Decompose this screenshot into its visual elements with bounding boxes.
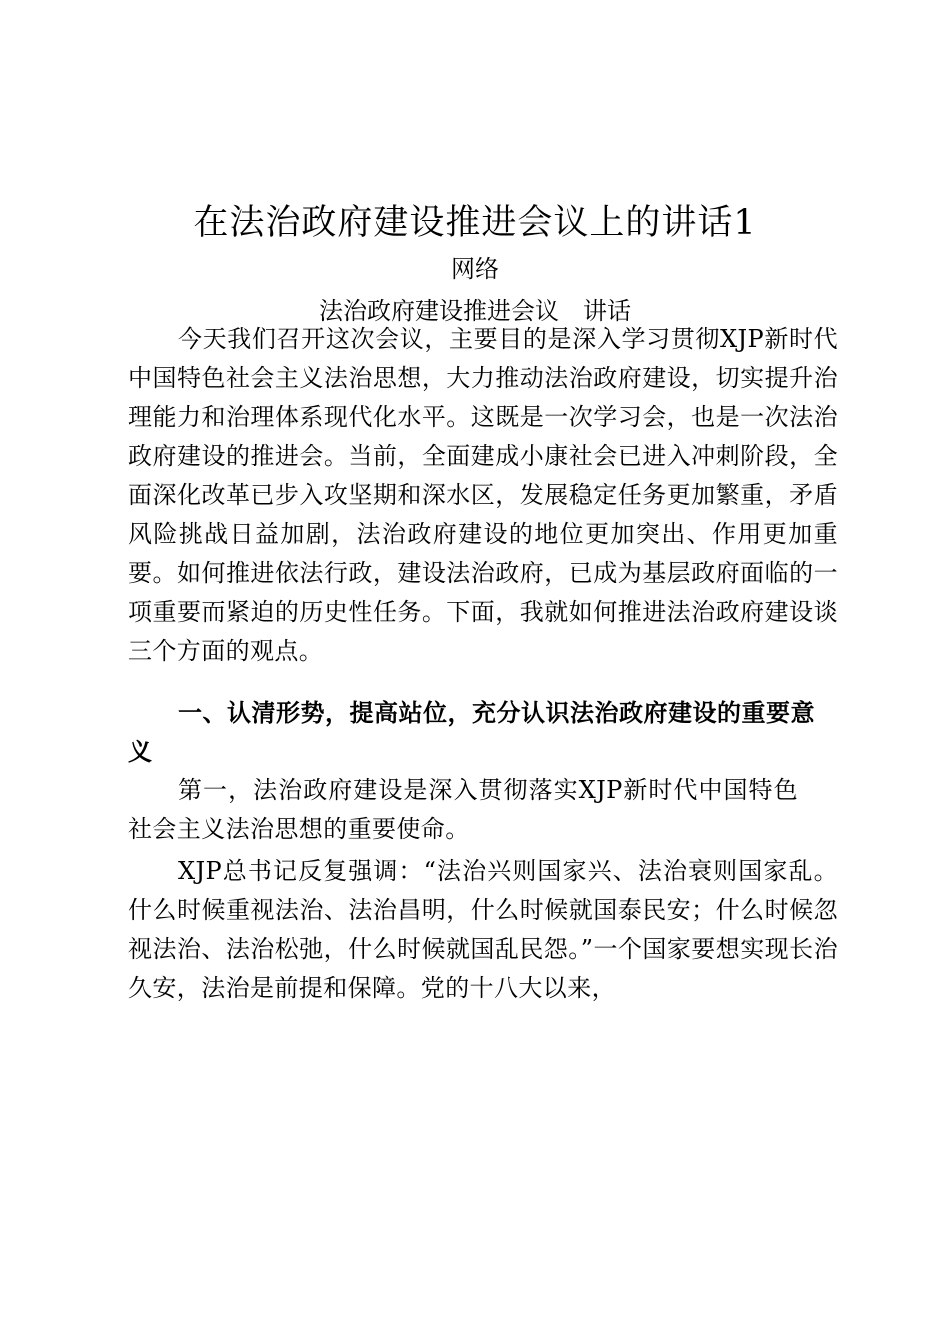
document-author: 网络 — [451, 255, 499, 283]
intro-paragraph: 今天我们召开这次会议，主要目的是深入学习贯彻XJP新时代中国特色社会主义法治思想，大力推动法治政府建设，切实提升治理能力和治理体系现代化水平。这既是一次学习会，也是一次法治政府建设的推进会。当前，全面建成小康社会已进入冲刺阶段，全面深化改革已步入攻坚期和深水区，发展稳定任务更加繁重，矛盾风险挑战日益加剧，法治政府建设的地位更加突出、作用更加重要。如何推进依法行政，建设法治政府，已成为基层政府面临的一项重要而紧迫的历史性任务。下面，我就如何推进法治政府建设谈三个方面的观点。 — [128, 325, 838, 665]
quote-paragraph: XJP总书记反复强调：“法治兴则国家兴、法治衰则国家乱。什么时候重视法治、法治昌明，什么时候就国泰民安；什么时候忽视法治、法治松弛，什么时候就国乱民怨。”一个国家要想实现长治久安，法治是前提和保障。党的十八大以来， — [128, 857, 838, 1002]
first-point-paragraph: 第一，法治政府建设是深入贯彻落实XJP新时代中国特色社会主义法治思想的重要使命。 — [128, 776, 798, 843]
document-keywords: 法治政府建设推进会议 讲话 — [319, 297, 631, 325]
section-heading-1: 一、认清形势，提高站位，充分认识法治政府建设的重要意义 — [128, 698, 815, 766]
document-title: 在法治政府建设推进会议上的讲话1 — [193, 203, 757, 243]
